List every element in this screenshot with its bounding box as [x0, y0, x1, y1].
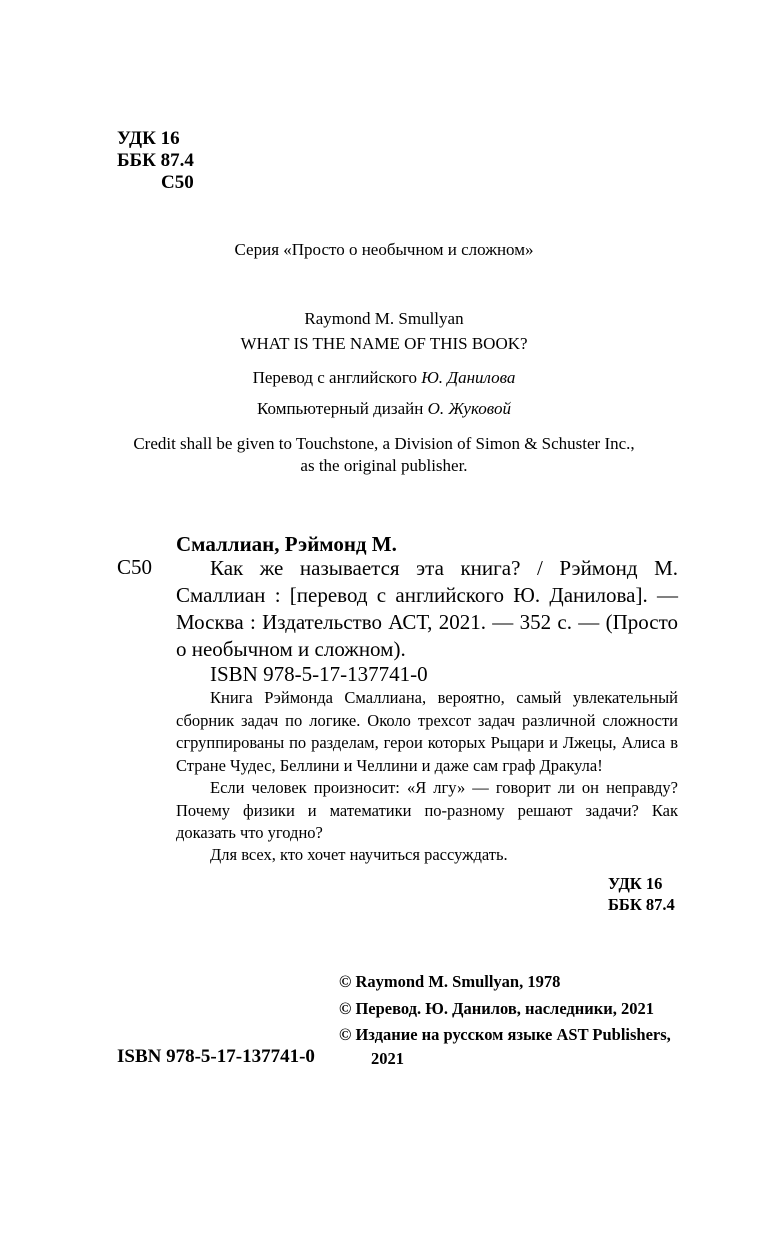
- publisher-credit-line2: as the original publisher.: [300, 456, 468, 475]
- copyright-original: © Raymond M. Smullyan, 1978: [339, 972, 561, 991]
- catalog-heading: Смаллиан, Рэймонд М.: [176, 532, 397, 556]
- catalog-isbn: ISBN 978-5-17-137741-0: [210, 662, 428, 686]
- annotation-paragraph-3: Для всех, кто хочет научиться рассуждать.: [210, 845, 508, 864]
- bbk-code-bottom: ББК 87.4: [608, 895, 675, 914]
- udk-code-top: УДК 16: [117, 128, 180, 149]
- design-prefix: Компьютерный дизайн: [257, 399, 424, 418]
- copyright-translation: © Перевод. Ю. Данилов, наследники, 2021: [339, 999, 655, 1018]
- series-line: Серия «Просто о необычном и сложном»: [234, 240, 534, 259]
- publisher-credit-line1: Credit shall be given to Touchstone, a Division of Simon & Schuster Inc.,: [133, 434, 635, 453]
- translator-name: Ю. Данилова: [421, 368, 516, 387]
- copyright-edition: © Издание на русском языке AST Publishers,: [339, 1025, 671, 1044]
- translation-credit: [0, 368, 768, 388]
- annotation-paragraph-2: Если человек произносит: «Я лгу» — говорит ли он неправду? Почему физики и математики по-разному решают задачи? Как доказать что угодно?: [176, 778, 678, 842]
- design-credit: [0, 399, 768, 419]
- annotation-paragraph-1: Книга Рэймонда Смаллиана, вероятно, самый увлекательный сборник задач по логике. Около трехсот задач различной сложности сгруппированы по разделам, герои которых Рыцари и Лжецы, Алиса в Стране Чудес, Беллини и Челлини и даже сам граф Дракула!: [176, 688, 678, 775]
- bbk-code-top: ББК 87.4: [117, 150, 194, 171]
- original-author: Raymond M. Smullyan: [304, 309, 464, 328]
- catalog-mark: С50: [117, 555, 153, 579]
- isbn-bottom: ISBN 978-5-17-137741-0: [117, 1046, 315, 1067]
- original-title: WHAT IS THE NAME OF THIS BOOK?: [240, 334, 528, 353]
- catalog-description: Как же называется эта книга? / Рэймонд М. Смаллиан : [перевод с английского Ю. Данилова]. — Москва : Издательство АСТ, 2021. — 352 с. — (Просто о необычном и сложном).: [176, 556, 678, 661]
- author-mark-top: С50: [161, 172, 194, 193]
- copyright-edition-year: 2021: [371, 1049, 404, 1068]
- translation-prefix: Перевод с английского: [252, 368, 417, 387]
- designer-name: О. Жуковой: [427, 399, 511, 418]
- udk-code-bottom: УДК 16: [608, 874, 663, 893]
